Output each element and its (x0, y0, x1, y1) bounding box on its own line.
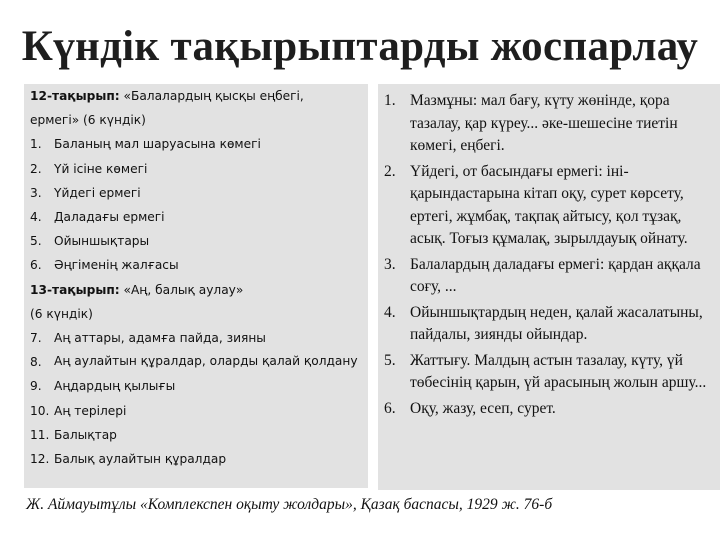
item-number: 7. (30, 331, 42, 346)
list-item (30, 350, 362, 374)
slide-title: Күндік тақырыптарды жоспарлау (21, 23, 699, 70)
item-text: Мазмұны: мал бағу, күту жөнінде, қора тазалау, қар күреу... әке-шешесіне тиетін көмегі, еңбегі. (410, 92, 678, 154)
item-text: Аң аттары, адамға пайда, зияны (54, 331, 266, 346)
item-number: 10. (30, 403, 50, 418)
list-item (30, 253, 362, 277)
item-text: Оқу, жазу, есеп, сурет. (410, 399, 556, 417)
item-text: Ойыншықтары (54, 234, 150, 249)
list-item (384, 90, 720, 158)
list-item (30, 374, 362, 398)
topic-13-heading (30, 278, 362, 302)
list-item (384, 350, 720, 395)
item-number: 2. (30, 161, 42, 176)
item-text: Аңдардың қылығы (54, 379, 176, 394)
item-text: Жаттығу. Малдың астын тазалау, күту, үй төбесінің қарын, үй арасының жолын аршу... (410, 351, 707, 391)
item-text: Үйдегі, от басындағы ермегі: іні-қарындастарына кітап оқу, сурет көрсету, ертегі, жұмбақ, тақпақ айтысу, қол тұзақ, асық. Тоғыз құмалақ, зырылдауық ойнату. (410, 162, 688, 247)
item-number: 6. (384, 399, 396, 417)
topics-plan-panel (24, 84, 368, 488)
topic-13-title: «Аң, балық аулау» (119, 282, 244, 297)
item-text: Үй ісіне көмегі (54, 161, 148, 176)
list-item (30, 181, 362, 205)
item-text: Аң аулайтын құралдар, оларды қалай қолдану (54, 354, 358, 369)
list-item (30, 205, 362, 229)
item-number: 4. (384, 303, 396, 321)
item-text: Балықтар (54, 427, 117, 442)
item-number: 5. (30, 234, 42, 249)
item-number: 11. (30, 427, 50, 442)
item-number: 12. (30, 452, 50, 467)
source-citation: Ж. Аймауытұлы «Комплекспен оқыту жолдары», Қазақ баспасы, 1929 ж. 76-б (26, 496, 553, 513)
topic-12-heading (30, 84, 362, 108)
item-text: Аң терілері (54, 403, 127, 418)
item-number: 1. (384, 92, 396, 109)
list-item (384, 398, 720, 421)
list-item (384, 302, 720, 347)
item-number: 3. (30, 185, 42, 200)
topic-12-title: «Балалардың қысқы еңбегі, (119, 89, 304, 103)
item-text: Балық аулайтын құралдар (54, 452, 227, 467)
item-number: 1. (30, 137, 42, 152)
topic-13-prefix: 13-тақырып: (30, 282, 120, 297)
topic-12-subtitle: ермегі» (6 күндік) (30, 113, 146, 128)
item-text: Ойыншықтардың неден, қалай жасалатыны, пайдалы, зиянды ойындар. (410, 303, 703, 343)
list-item (30, 399, 362, 423)
item-text: Үйдегі ермегі (54, 185, 141, 200)
item-number: 5. (384, 351, 396, 369)
list-item (30, 132, 362, 156)
topic-13-days: (6 күндік) (30, 306, 93, 321)
content-description-panel (378, 84, 720, 490)
item-text: Баланың мал шаруасына көмегі (54, 137, 261, 152)
item-text: Әңгіменің жалғасы (54, 258, 179, 273)
list-item (30, 326, 362, 350)
item-number: 9. (30, 379, 42, 394)
item-text: Даладағы ермегі (54, 210, 165, 225)
list-item (30, 447, 362, 471)
item-number: 2. (384, 162, 396, 180)
item-number: 4. (30, 210, 42, 225)
item-number: 8. (30, 355, 42, 370)
item-number: 6. (30, 258, 42, 273)
list-item (384, 254, 720, 299)
list-item (30, 157, 362, 181)
topic-12-prefix: 12-тақырып: (30, 89, 120, 103)
list-item (30, 423, 362, 447)
item-text: Балалардың даладағы ермегі: қардан аққала соғу, ... (410, 255, 701, 295)
item-number: 3. (384, 255, 396, 273)
list-item (384, 161, 720, 251)
list-item (30, 229, 362, 253)
